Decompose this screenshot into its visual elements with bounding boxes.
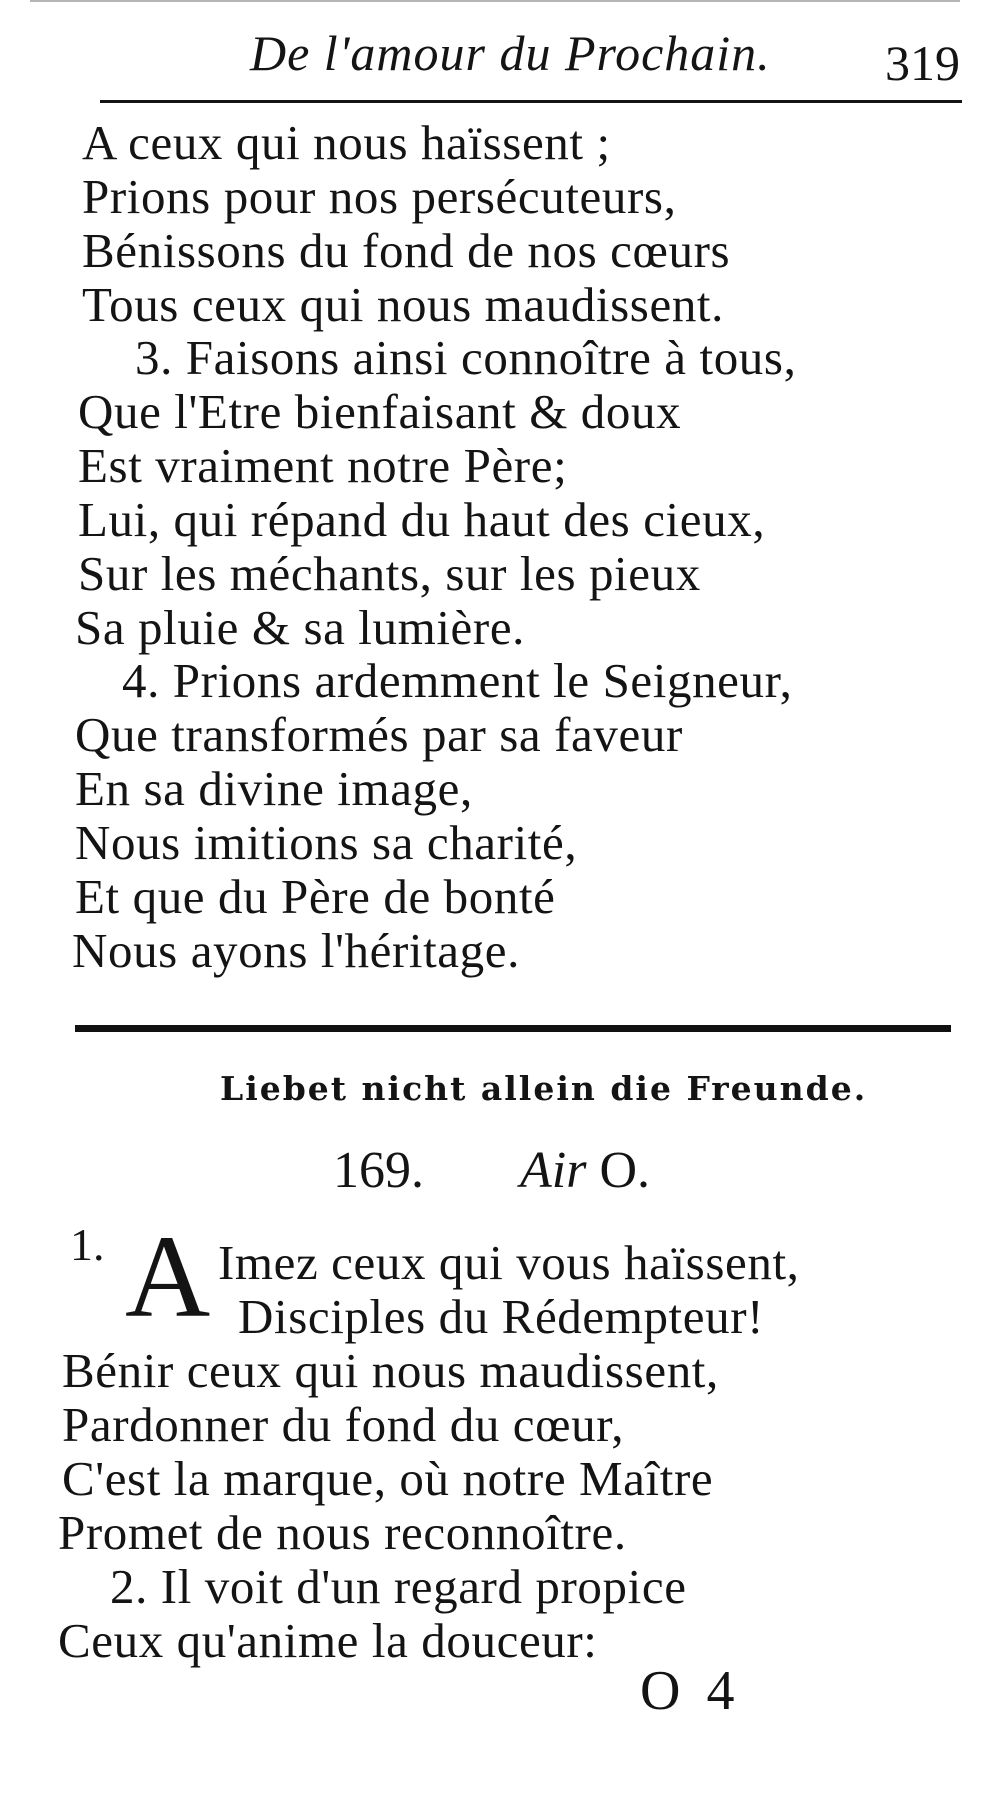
poem-line: Tous ceux qui nous maudissent. [82, 277, 724, 332]
poem-line: Sur les méchants, sur les pieux [78, 546, 701, 601]
hymn-number: 169. [333, 1142, 424, 1199]
header-rule [100, 100, 962, 103]
hymn-air-letter: O. [599, 1142, 651, 1199]
running-head: De l'amour du Prochain. [250, 25, 771, 81]
german-title: Liebet nicht allein die Freunde. [220, 1069, 868, 1108]
poem-line: 3. Faisons ainsi connoître à tous, [135, 330, 797, 385]
hymn-air-word: Air [520, 1142, 587, 1199]
poem-line: Prions pour nos persécuteurs, [82, 169, 677, 224]
hymn-line: Bénir ceux qui nous maudissent, [62, 1343, 719, 1398]
hymn-line: Ceux qu'anime la douceur: [58, 1613, 598, 1668]
poem-line: En sa divine image, [75, 761, 473, 816]
poem-line: Nous ayons l'héritage. [72, 923, 520, 978]
poem-line: Sa pluie & sa lumière. [75, 600, 526, 655]
hymn-air [520, 1142, 651, 1199]
dropcap: A [125, 1211, 211, 1342]
hymn-line: C'est la marque, où notre Maître [62, 1451, 714, 1506]
page-number: 319 [885, 35, 960, 91]
poem-line: Nous imitions sa charité, [75, 815, 578, 870]
hymn-line: Pardonner du fond du cœur, [62, 1397, 625, 1452]
poem-line: 4. Prions ardemment le Seigneur, [122, 653, 793, 708]
hymn-line: 2. Il voit d'un regard propice [110, 1559, 687, 1614]
poem-line: Et que du Père de bonté [75, 869, 556, 924]
hymn-line: Promet de nous reconnoître. [58, 1505, 627, 1560]
poem-line: Que l'Etre bienfaisant & doux [78, 384, 682, 439]
top-edge-rule [30, 0, 960, 2]
hymn-line: Imez ceux qui vous haïssent, [218, 1235, 800, 1290]
poem-line: Lui, qui répand du haut des cieux, [78, 492, 766, 547]
catchword: O 4 [640, 1660, 741, 1722]
hymn-line: Disciples du Rédempteur! [238, 1289, 765, 1344]
verse-mark: 1. [70, 1219, 105, 1270]
poem-line: Bénissons du fond de nos cœurs [82, 223, 731, 278]
poem-line: Est vraiment notre Père; [78, 438, 568, 493]
poem-line: Que transformés par sa faveur [75, 707, 683, 762]
poem-line: A ceux qui nous haïssent ; [82, 115, 611, 170]
section-rule [75, 1025, 951, 1032]
